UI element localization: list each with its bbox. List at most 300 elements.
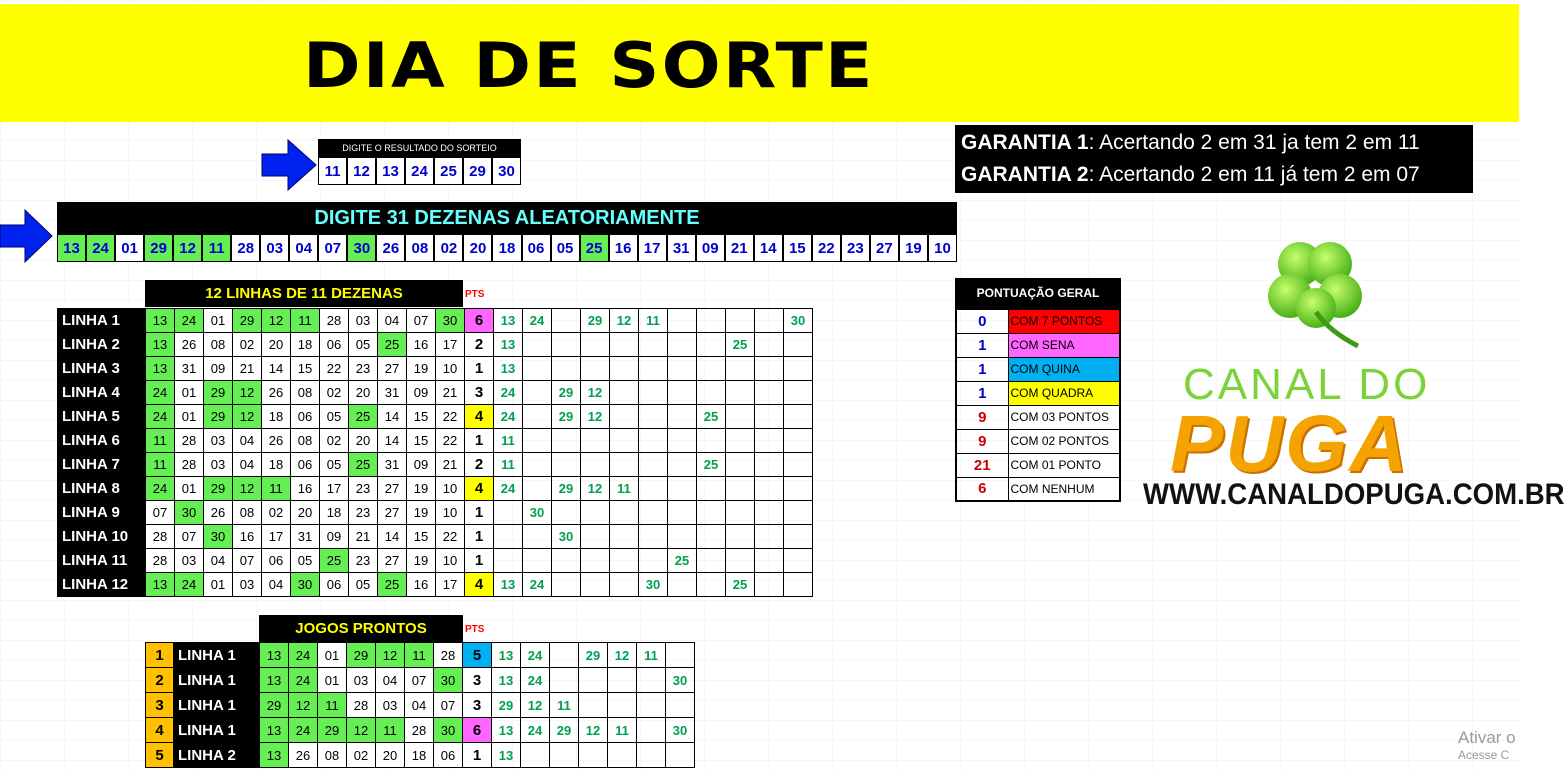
linha-hit-cell: 30: [523, 501, 552, 525]
jogo-hit-cell: 30: [666, 668, 695, 693]
linha-number-cell[interactable]: 20: [349, 429, 378, 453]
linha-number-cell[interactable]: 15: [291, 357, 320, 381]
resultado-number-cell[interactable]: 12: [347, 157, 376, 185]
linha-number-cell[interactable]: 22: [320, 357, 349, 381]
linha-number-cell[interactable]: 12: [233, 477, 262, 501]
jogo-number-cell[interactable]: 28: [347, 693, 376, 718]
linha-number-cell[interactable]: 05: [291, 549, 320, 573]
linha-number-cell[interactable]: 06: [320, 333, 349, 357]
linha-number-cell[interactable]: 04: [233, 429, 262, 453]
linha-number-cell[interactable]: 28: [146, 549, 175, 573]
linha-number-cell[interactable]: 27: [378, 501, 407, 525]
logo-line2: PUGA: [1170, 399, 1410, 488]
linha-hit-cell: [639, 477, 668, 501]
jogo-number-cell[interactable]: 13: [260, 668, 289, 693]
linha-hit-cell: [784, 357, 813, 381]
jogo-hit-cell: 12: [608, 643, 637, 668]
linha-number-cell[interactable]: 01: [204, 309, 233, 333]
linha-number-cell[interactable]: 06: [262, 549, 291, 573]
linha-number-cell[interactable]: 20: [291, 501, 320, 525]
linha-number-cell[interactable]: 21: [349, 525, 378, 549]
dezena-cell[interactable]: 08: [405, 234, 434, 262]
jogo-number-cell[interactable]: 01: [318, 668, 347, 693]
linha-hit-cell: [726, 381, 755, 405]
dezena-cell[interactable]: 18: [492, 234, 521, 262]
linha-number-cell[interactable]: 05: [320, 453, 349, 477]
linhas-row: [58, 453, 813, 477]
linha-hit-cell: [697, 501, 726, 525]
linha-number-cell[interactable]: 24: [146, 381, 175, 405]
linha-hit-cell: [726, 477, 755, 501]
linha-number-cell[interactable]: 11: [262, 477, 291, 501]
linha-number-cell[interactable]: 24: [146, 477, 175, 501]
linha-number-cell[interactable]: 05: [320, 405, 349, 429]
linha-number-cell[interactable]: 15: [407, 525, 436, 549]
linha-hit-cell: [755, 453, 784, 477]
pontuacao-value: 1: [956, 381, 1008, 405]
jogo-number-cell[interactable]: 12: [289, 693, 318, 718]
jogo-number-cell[interactable]: 11: [405, 643, 434, 668]
linha-number-cell[interactable]: 26: [175, 333, 204, 357]
jogo-number-cell[interactable]: 03: [376, 693, 405, 718]
resultado-sorteio: [318, 139, 521, 185]
linha-number-cell[interactable]: 05: [349, 573, 378, 597]
linhas-row: [58, 309, 813, 333]
jogo-number-cell[interactable]: 11: [376, 718, 405, 743]
linha-number-cell[interactable]: 19: [407, 357, 436, 381]
jogo-number-cell[interactable]: 24: [289, 668, 318, 693]
pontuacao-row: [956, 357, 1120, 381]
linha-number-cell[interactable]: 06: [320, 573, 349, 597]
linha-number-cell[interactable]: 29: [233, 309, 262, 333]
dezena-cell[interactable]: 15: [783, 234, 812, 262]
linha-number-cell[interactable]: 13: [146, 309, 175, 333]
linha-number-cell[interactable]: 28: [175, 429, 204, 453]
linha-hit-cell: 25: [697, 453, 726, 477]
jogo-number-cell[interactable]: 24: [289, 718, 318, 743]
linha-number-cell[interactable]: 11: [291, 309, 320, 333]
linha-hit-cell: [523, 525, 552, 549]
linhas-table: [57, 308, 813, 597]
linha-hit-cell: [668, 381, 697, 405]
linha-number-cell[interactable]: 26: [262, 429, 291, 453]
jogo-hit-cell: 24: [521, 668, 550, 693]
linha-number-cell[interactable]: 02: [320, 429, 349, 453]
jogo-number-cell[interactable]: 07: [434, 693, 463, 718]
linha-number-cell[interactable]: 21: [436, 381, 465, 405]
linha-hit-cell: [668, 573, 697, 597]
linha-number-cell[interactable]: 28: [175, 453, 204, 477]
linha-number-cell[interactable]: 18: [320, 501, 349, 525]
linha-hit-cell: [697, 357, 726, 381]
linha-hit-cell: [610, 357, 639, 381]
dezena-cell[interactable]: 21: [725, 234, 754, 262]
linha-number-cell[interactable]: 13: [146, 357, 175, 381]
jogo-hit-cell: 24: [521, 718, 550, 743]
linha-label: LINHA 10: [58, 525, 146, 549]
linha-number-cell[interactable]: 31: [175, 357, 204, 381]
linha-number-cell[interactable]: 02: [233, 333, 262, 357]
linha-label: LINHA 2: [58, 333, 146, 357]
linha-number-cell[interactable]: 30: [291, 573, 320, 597]
linha-number-cell[interactable]: 22: [436, 429, 465, 453]
linha-number-cell[interactable]: 14: [378, 429, 407, 453]
linha-number-cell[interactable]: 24: [175, 573, 204, 597]
linha-number-cell[interactable]: 28: [320, 309, 349, 333]
linha-hit-cell: 30: [552, 525, 581, 549]
linha-number-cell[interactable]: 07: [146, 501, 175, 525]
jogo-number-cell[interactable]: 01: [318, 643, 347, 668]
linha-number-cell[interactable]: 22: [436, 525, 465, 549]
linha-number-cell[interactable]: 17: [262, 525, 291, 549]
dezena-cell[interactable]: 03: [260, 234, 289, 262]
resultado-number-cell[interactable]: 29: [463, 157, 492, 185]
linha-number-cell[interactable]: 21: [436, 453, 465, 477]
jogo-number-cell[interactable]: 24: [289, 643, 318, 668]
linha-hit-cell: [494, 501, 523, 525]
linha-number-cell[interactable]: 01: [204, 573, 233, 597]
linha-hit-cell: [639, 405, 668, 429]
linha-number-cell[interactable]: 28: [146, 525, 175, 549]
linha-number-cell[interactable]: 27: [378, 477, 407, 501]
linha-number-cell[interactable]: 02: [262, 501, 291, 525]
dezena-cell[interactable]: 31: [667, 234, 696, 262]
linha-number-cell[interactable]: 09: [320, 525, 349, 549]
dezena-cell[interactable]: 04: [289, 234, 318, 262]
linha-label: LINHA 4: [58, 381, 146, 405]
linha-number-cell[interactable]: 17: [320, 477, 349, 501]
linha-number-cell[interactable]: 10: [436, 357, 465, 381]
dezena-cell[interactable]: 25: [580, 234, 609, 262]
jogo-hit-cell: 30: [666, 718, 695, 743]
linha-hit-cell: 25: [697, 405, 726, 429]
linha-number-cell[interactable]: 11: [146, 429, 175, 453]
dezena-cell[interactable]: 09: [696, 234, 725, 262]
linha-number-cell[interactable]: 25: [378, 573, 407, 597]
linha-hit-cell: [697, 573, 726, 597]
linha-number-cell[interactable]: 30: [204, 525, 233, 549]
jogo-hit-cell: [666, 643, 695, 668]
dezena-cell[interactable]: 23: [841, 234, 870, 262]
jogo-hit-cell: [608, 743, 637, 768]
linha-number-cell[interactable]: 30: [436, 309, 465, 333]
jogos-header: JOGOS PRONTOS: [259, 615, 463, 642]
linha-hit-cell: [668, 525, 697, 549]
jogo-hit-cell: 29: [550, 718, 579, 743]
jogo-number-cell[interactable]: 26: [289, 743, 318, 768]
linha-number-cell[interactable]: 10: [436, 549, 465, 573]
jogo-hit-cell: [608, 693, 637, 718]
linha-number-cell[interactable]: 08: [233, 501, 262, 525]
jogo-hit-cell: 29: [492, 693, 521, 718]
linha-number-cell[interactable]: 30: [175, 501, 204, 525]
linha-number-cell[interactable]: 23: [349, 549, 378, 573]
dezena-cell[interactable]: 14: [754, 234, 783, 262]
linha-number-cell[interactable]: 18: [262, 405, 291, 429]
linha-hit-cell: [726, 357, 755, 381]
jogo-pts-cell: 5: [463, 643, 492, 668]
linha-number-cell[interactable]: 04: [204, 549, 233, 573]
linha-number-cell[interactable]: 23: [349, 501, 378, 525]
linha-number-cell[interactable]: 09: [204, 357, 233, 381]
linha-hit-cell: 25: [726, 333, 755, 357]
linha-number-cell[interactable]: 12: [233, 405, 262, 429]
linha-hit-cell: [610, 573, 639, 597]
linha-number-cell[interactable]: 10: [436, 477, 465, 501]
dezena-cell[interactable]: 16: [609, 234, 638, 262]
linha-hit-cell: 29: [552, 477, 581, 501]
linha-hit-cell: [784, 429, 813, 453]
linha-hit-cell: [552, 357, 581, 381]
linha-hit-cell: [784, 573, 813, 597]
jogo-number-cell[interactable]: 07: [405, 668, 434, 693]
linha-number-cell[interactable]: 04: [262, 573, 291, 597]
jogo-number-cell[interactable]: 02: [347, 743, 376, 768]
dezena-cell[interactable]: 07: [318, 234, 347, 262]
linha-number-cell[interactable]: 12: [233, 381, 262, 405]
linha-number-cell[interactable]: 17: [436, 573, 465, 597]
jogo-number-cell[interactable]: 29: [260, 693, 289, 718]
linha-hit-cell: [668, 309, 697, 333]
linha-hit-cell: 24: [523, 309, 552, 333]
linha-number-cell[interactable]: 23: [349, 357, 378, 381]
linha-label: LINHA 6: [58, 429, 146, 453]
dezena-cell[interactable]: 26: [376, 234, 405, 262]
dezena-cell[interactable]: 30: [347, 234, 376, 262]
jogo-number-cell[interactable]: 13: [260, 643, 289, 668]
jogo-hit-cell: 12: [579, 718, 608, 743]
linha-number-cell[interactable]: 08: [291, 429, 320, 453]
dezena-cell[interactable]: 12: [173, 234, 202, 262]
linha-number-cell[interactable]: 27: [378, 357, 407, 381]
resultado-number-cell[interactable]: 11: [318, 157, 347, 185]
linha-number-cell[interactable]: 16: [233, 525, 262, 549]
pontuacao-geral: [955, 278, 1121, 502]
linha-number-cell[interactable]: 02: [320, 381, 349, 405]
linha-number-cell[interactable]: 14: [378, 525, 407, 549]
linha-label: LINHA 1: [58, 309, 146, 333]
dezena-cell[interactable]: 28: [231, 234, 260, 262]
jogo-number-cell[interactable]: 29: [347, 643, 376, 668]
resultado-number-cell[interactable]: 24: [405, 157, 434, 185]
linha-number-cell[interactable]: 19: [407, 549, 436, 573]
jogo-hit-cell: 11: [637, 643, 666, 668]
dezena-cell[interactable]: 19: [899, 234, 928, 262]
jogo-number-cell[interactable]: 30: [434, 668, 463, 693]
linha-number-cell[interactable]: 16: [291, 477, 320, 501]
linha-hit-cell: [639, 525, 668, 549]
linha-hit-cell: [784, 549, 813, 573]
linha-hit-cell: [726, 309, 755, 333]
linha-number-cell[interactable]: 19: [407, 477, 436, 501]
jogo-number-cell[interactable]: 13: [260, 718, 289, 743]
resultado-number-cell[interactable]: 25: [434, 157, 463, 185]
dezena-cell[interactable]: 06: [522, 234, 551, 262]
linha-hit-cell: [755, 501, 784, 525]
linha-number-cell[interactable]: 09: [407, 381, 436, 405]
linha-number-cell[interactable]: 11: [146, 453, 175, 477]
arrow-right-icon: [262, 140, 316, 190]
linha-number-cell[interactable]: 04: [233, 453, 262, 477]
dezena-cell[interactable]: 29: [144, 234, 173, 262]
dezena-cell[interactable]: 24: [86, 234, 115, 262]
dezena-cell[interactable]: 20: [463, 234, 492, 262]
linha-number-cell[interactable]: 13: [146, 573, 175, 597]
linha-number-cell[interactable]: 03: [204, 429, 233, 453]
linha-hit-cell: [552, 453, 581, 477]
jogo-number-cell[interactable]: 18: [405, 743, 434, 768]
linha-number-cell[interactable]: 06: [291, 405, 320, 429]
linha-number-cell[interactable]: 21: [233, 357, 262, 381]
linha-number-cell[interactable]: 26: [204, 501, 233, 525]
jogo-number-cell[interactable]: 30: [434, 718, 463, 743]
dezena-cell[interactable]: 05: [551, 234, 580, 262]
linha-number-cell[interactable]: 29: [204, 477, 233, 501]
linha-pts-cell: 4: [465, 405, 494, 429]
pontuacao-label: COM 03 PONTOS: [1008, 405, 1120, 429]
linha-number-cell[interactable]: 29: [204, 381, 233, 405]
jogo-number-cell[interactable]: 06: [434, 743, 463, 768]
linha-number-cell[interactable]: 25: [349, 453, 378, 477]
linha-hit-cell: [784, 501, 813, 525]
linha-number-cell[interactable]: 24: [175, 309, 204, 333]
linha-number-cell[interactable]: 07: [175, 525, 204, 549]
linha-number-cell[interactable]: 06: [291, 453, 320, 477]
linha-hit-cell: 11: [494, 429, 523, 453]
linha-number-cell[interactable]: 19: [407, 501, 436, 525]
jogo-hit-cell: [550, 743, 579, 768]
linha-hit-cell: 12: [581, 477, 610, 501]
jogo-number-cell[interactable]: 03: [347, 668, 376, 693]
linha-number-cell[interactable]: 18: [262, 453, 291, 477]
linha-number-cell[interactable]: 05: [349, 333, 378, 357]
jogo-number-cell[interactable]: 12: [347, 718, 376, 743]
linha-number-cell[interactable]: 03: [233, 573, 262, 597]
linha-number-cell[interactable]: 26: [262, 381, 291, 405]
linha-number-cell[interactable]: 16: [407, 573, 436, 597]
linha-number-cell[interactable]: 13: [146, 333, 175, 357]
dezena-cell[interactable]: 02: [434, 234, 463, 262]
linha-number-cell[interactable]: 15: [407, 429, 436, 453]
jogo-number-cell[interactable]: 13: [260, 743, 289, 768]
linha-number-cell[interactable]: 08: [291, 381, 320, 405]
linha-hit-cell: [726, 549, 755, 573]
page-title: DIA DE SORTE: [303, 29, 875, 102]
linha-number-cell[interactable]: 03: [175, 549, 204, 573]
resultado-number-cell[interactable]: 30: [492, 157, 521, 185]
linha-hit-cell: [697, 333, 726, 357]
jogo-number-cell[interactable]: 08: [318, 743, 347, 768]
linha-number-cell[interactable]: 31: [291, 525, 320, 549]
jogo-index: 1: [146, 643, 174, 668]
linha-number-cell[interactable]: 25: [349, 405, 378, 429]
linha-hit-cell: [523, 477, 552, 501]
linha-number-cell[interactable]: 07: [407, 309, 436, 333]
linha-number-cell[interactable]: 25: [320, 549, 349, 573]
linha-number-cell[interactable]: 23: [349, 477, 378, 501]
linha-hit-cell: [581, 453, 610, 477]
linha-number-cell[interactable]: 16: [407, 333, 436, 357]
pontuacao-label: COM 7 PONTOS: [1008, 309, 1120, 333]
linha-number-cell[interactable]: 25: [378, 333, 407, 357]
jogo-number-cell[interactable]: 29: [318, 718, 347, 743]
linha-number-cell[interactable]: 07: [233, 549, 262, 573]
linha-number-cell[interactable]: 01: [175, 477, 204, 501]
linha-hit-cell: [523, 405, 552, 429]
linha-number-cell[interactable]: 20: [349, 381, 378, 405]
dezena-cell[interactable]: 22: [812, 234, 841, 262]
dezena-cell[interactable]: 27: [870, 234, 899, 262]
linha-number-cell[interactable]: 03: [349, 309, 378, 333]
jogo-hit-cell: 13: [492, 743, 521, 768]
linha-hit-cell: [697, 525, 726, 549]
dezena-cell[interactable]: 01: [115, 234, 144, 262]
dezena-cell[interactable]: 17: [638, 234, 667, 262]
linha-hit-cell: 25: [726, 573, 755, 597]
linha-label: LINHA 11: [58, 549, 146, 573]
linha-number-cell[interactable]: 15: [407, 405, 436, 429]
garantia-2: GARANTIA 2: Acertando 2 em 11 já tem 2 em 07: [961, 163, 1420, 186]
linha-number-cell[interactable]: 09: [407, 453, 436, 477]
linha-number-cell[interactable]: 01: [175, 405, 204, 429]
dezena-cell[interactable]: 11: [202, 234, 231, 262]
jogo-row: [146, 668, 695, 693]
linha-number-cell[interactable]: 24: [146, 405, 175, 429]
linha-number-cell[interactable]: 01: [175, 381, 204, 405]
dezena-cell[interactable]: 13: [57, 234, 86, 262]
jogo-number-cell[interactable]: 11: [318, 693, 347, 718]
linha-number-cell[interactable]: 10: [436, 501, 465, 525]
jogo-pts-cell: 6: [463, 718, 492, 743]
linha-hit-cell: [523, 429, 552, 453]
linha-number-cell[interactable]: 14: [378, 405, 407, 429]
linha-number-cell[interactable]: 22: [436, 405, 465, 429]
dezena-cell[interactable]: 10: [928, 234, 957, 262]
linha-number-cell[interactable]: 08: [204, 333, 233, 357]
linha-hit-cell: 12: [581, 381, 610, 405]
linha-hit-cell: [726, 501, 755, 525]
linha-number-cell[interactable]: 03: [204, 453, 233, 477]
pontuacao-row: [956, 453, 1120, 477]
linha-number-cell[interactable]: 12: [262, 309, 291, 333]
jogo-number-cell[interactable]: 28: [434, 643, 463, 668]
jogo-number-cell[interactable]: 28: [405, 718, 434, 743]
jogo-hit-cell: [550, 643, 579, 668]
linha-hit-cell: 29: [552, 405, 581, 429]
jogo-number-cell[interactable]: 04: [376, 668, 405, 693]
resultado-number-cell[interactable]: 13: [376, 157, 405, 185]
linha-number-cell[interactable]: 14: [262, 357, 291, 381]
linha-number-cell[interactable]: 20: [262, 333, 291, 357]
linha-number-cell[interactable]: 29: [204, 405, 233, 429]
linha-number-cell[interactable]: 31: [378, 381, 407, 405]
linha-hit-cell: 11: [494, 453, 523, 477]
linha-number-cell[interactable]: 17: [436, 333, 465, 357]
linha-number-cell[interactable]: 18: [291, 333, 320, 357]
linha-number-cell[interactable]: 31: [378, 453, 407, 477]
jogo-number-cell[interactable]: 20: [376, 743, 405, 768]
jogo-number-cell[interactable]: 04: [405, 693, 434, 718]
jogo-number-cell[interactable]: 12: [376, 643, 405, 668]
jogo-label: LINHA 1: [174, 718, 260, 743]
pontuacao-row: [956, 309, 1120, 333]
linha-pts-cell: 4: [465, 573, 494, 597]
linha-number-cell[interactable]: 04: [378, 309, 407, 333]
jogos-table: [145, 642, 695, 768]
linha-number-cell[interactable]: 27: [378, 549, 407, 573]
jogo-label: LINHA 2: [174, 743, 260, 768]
linha-hit-cell: 11: [610, 477, 639, 501]
